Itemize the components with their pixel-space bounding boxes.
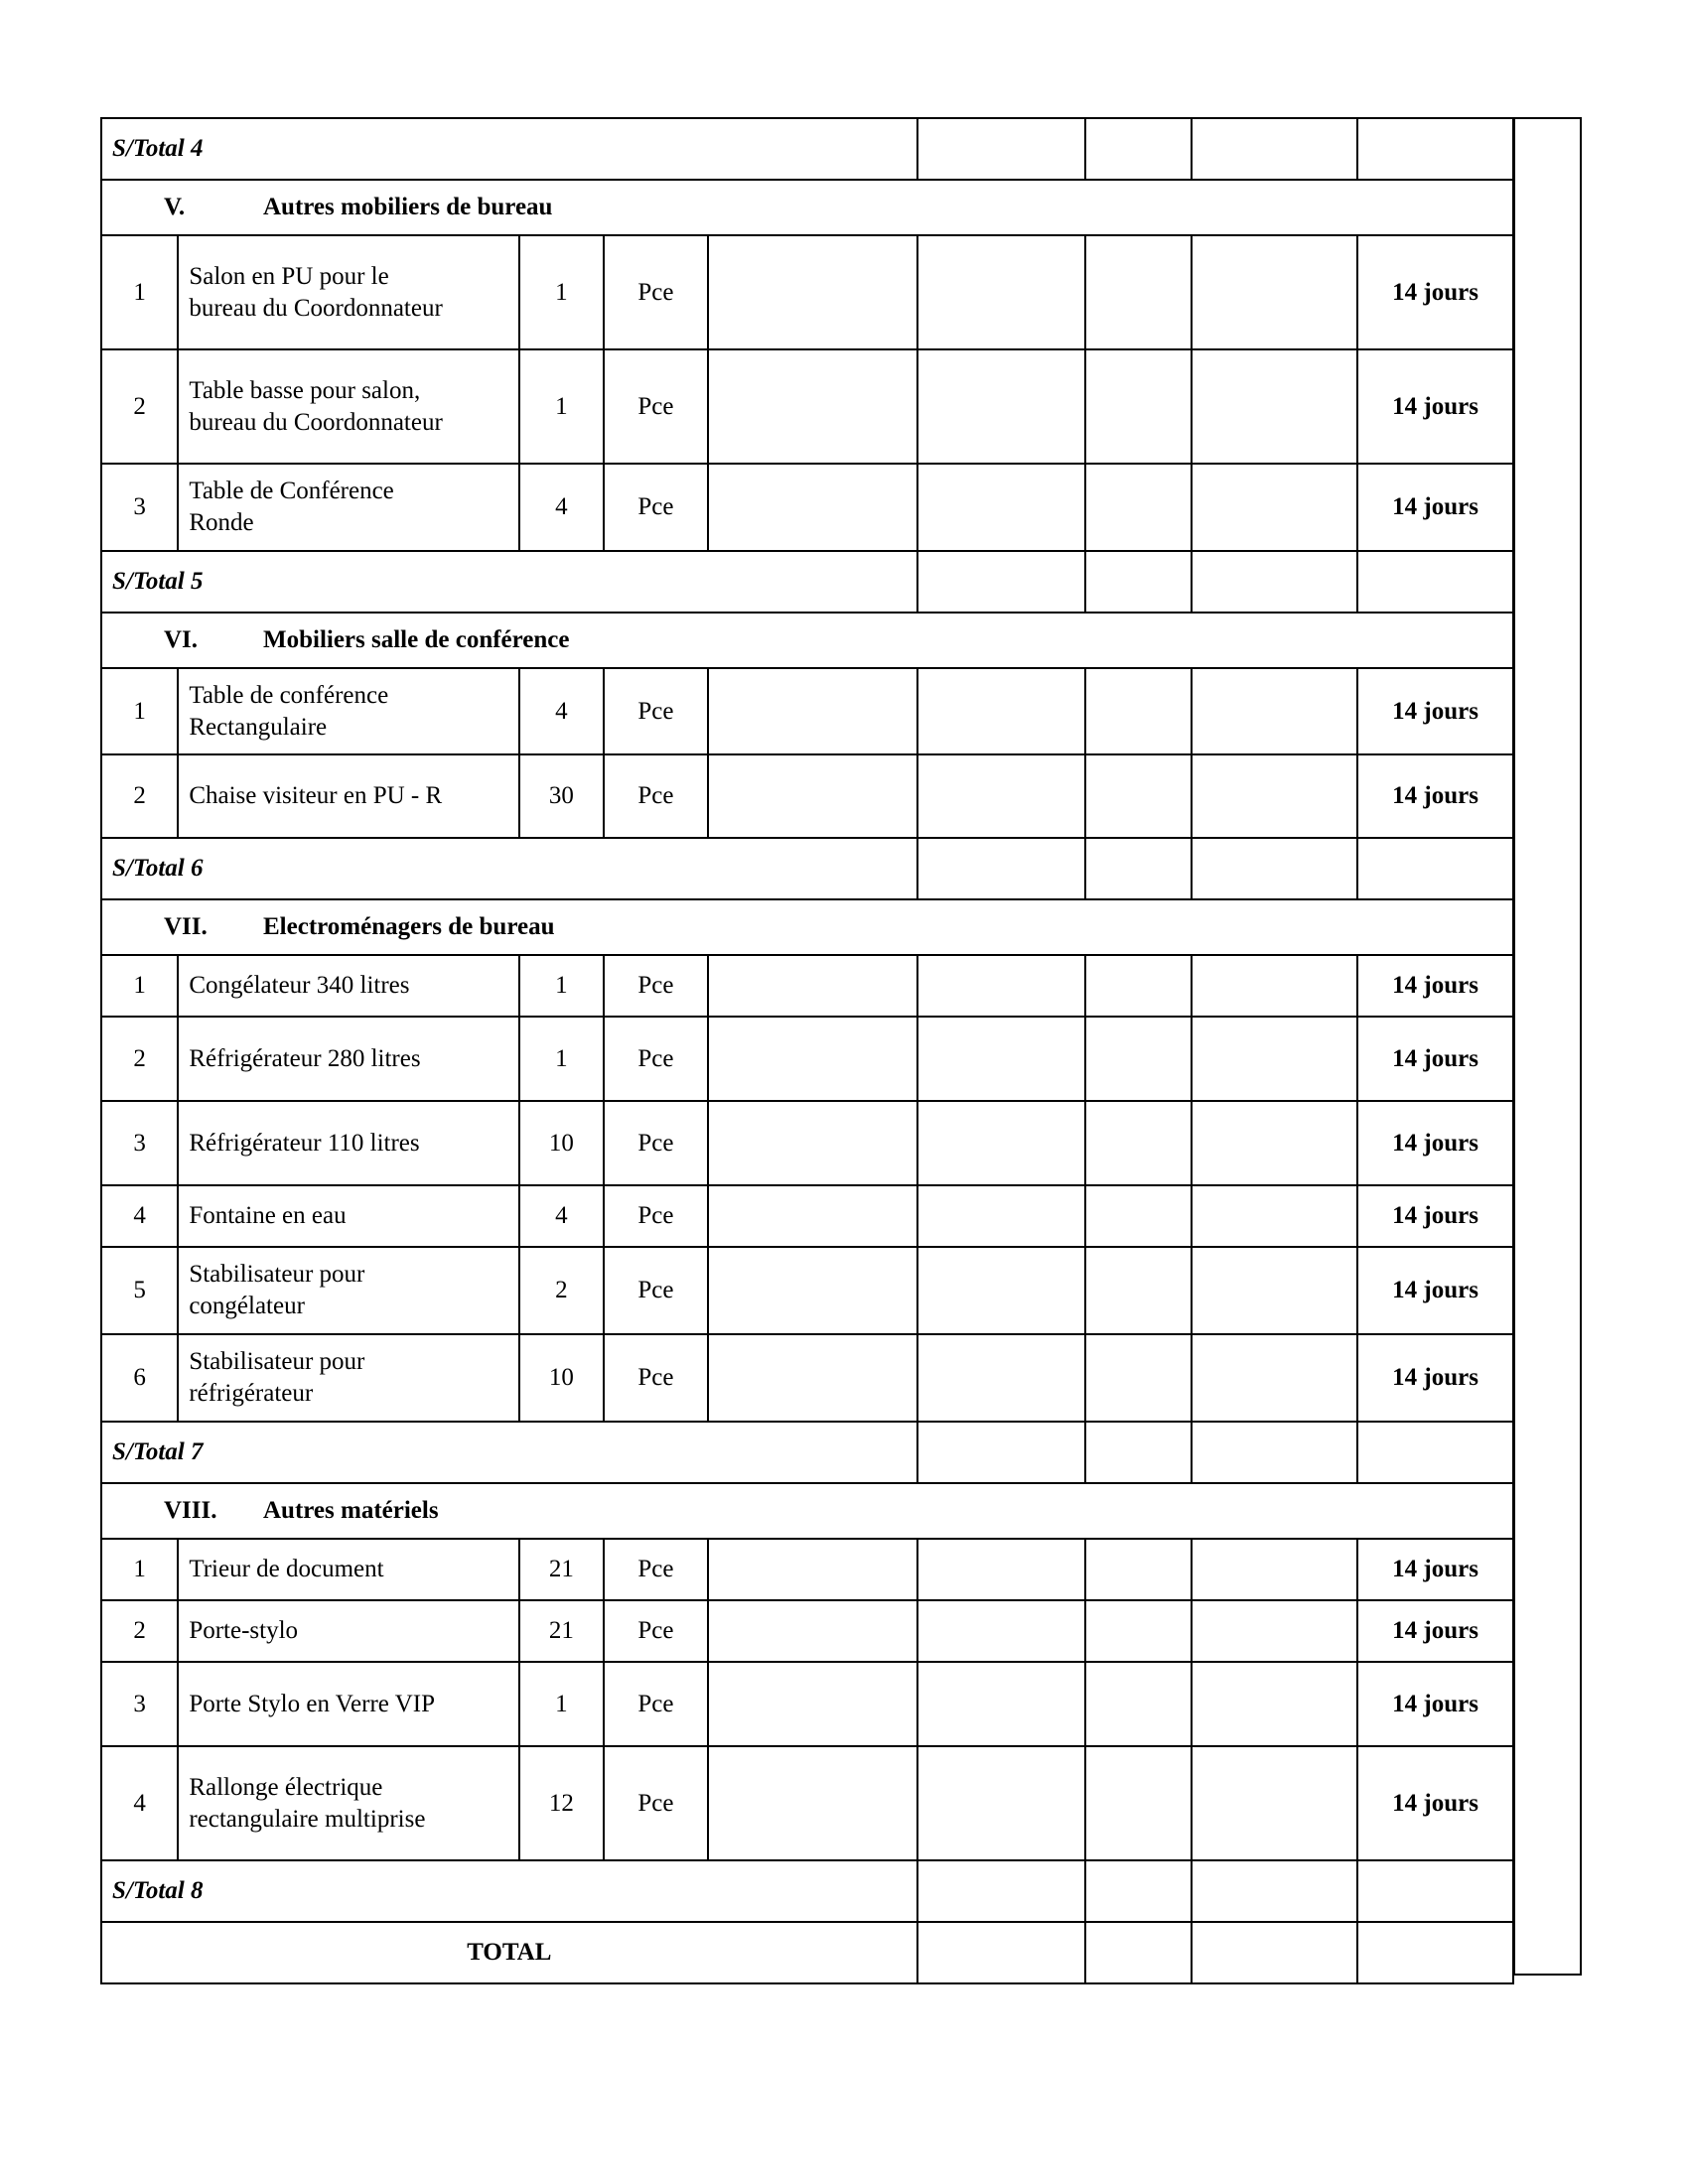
subtotal-label: S/Total 4 bbox=[101, 118, 917, 180]
amount-cell bbox=[1085, 955, 1191, 1017]
amount-cell bbox=[1192, 838, 1358, 899]
delivery-delay: 14 jours bbox=[1357, 1600, 1513, 1662]
amount-cell bbox=[1085, 1422, 1191, 1483]
item-description bbox=[178, 235, 519, 349]
amount-cell bbox=[917, 464, 1086, 551]
amount-cell bbox=[1192, 1662, 1358, 1746]
amount-cell bbox=[1357, 551, 1513, 613]
section-number: VII. bbox=[164, 913, 208, 940]
amount-cell bbox=[1085, 551, 1191, 613]
description-line: Congélateur 340 litres bbox=[189, 972, 410, 999]
amount-cell bbox=[1192, 1746, 1358, 1860]
amount-cell bbox=[1192, 349, 1358, 464]
description-line: Chaise visiteur en PU - R bbox=[189, 782, 443, 809]
item-number: 2 bbox=[101, 1600, 178, 1662]
section-heading bbox=[101, 899, 1513, 955]
item-description bbox=[178, 1662, 519, 1746]
description-line: Fontaine en eau bbox=[189, 1202, 347, 1229]
description-line: Table basse pour salon, bbox=[189, 376, 421, 404]
table-row bbox=[101, 1600, 1513, 1662]
unit-price-cell bbox=[708, 1600, 917, 1662]
delivery-delay: 14 jours bbox=[1357, 1017, 1513, 1101]
unit-price-cell bbox=[708, 1185, 917, 1247]
item-number: 3 bbox=[101, 1101, 178, 1185]
amount-cell bbox=[1085, 1247, 1191, 1334]
table-row bbox=[101, 668, 1513, 754]
delivery-delay: 14 jours bbox=[1357, 1247, 1513, 1334]
item-description bbox=[178, 1185, 519, 1247]
item-unit: Pce bbox=[604, 754, 708, 838]
unit-price-cell bbox=[708, 1539, 917, 1600]
amount-cell bbox=[1192, 1600, 1358, 1662]
section-header-row bbox=[101, 899, 1513, 955]
description-line: Rectangulaire bbox=[189, 713, 328, 741]
section-header-row bbox=[101, 613, 1513, 668]
item-number: 4 bbox=[101, 1185, 178, 1247]
description-line: Réfrigérateur 110 litres bbox=[189, 1129, 420, 1157]
description-line: Table de conférence bbox=[189, 681, 389, 709]
description-line: Ronde bbox=[189, 509, 254, 536]
amount-cell bbox=[1192, 464, 1358, 551]
item-unit: Pce bbox=[604, 1662, 708, 1746]
item-unit: Pce bbox=[604, 1101, 708, 1185]
amount-cell bbox=[1192, 235, 1358, 349]
item-quantity: 10 bbox=[519, 1101, 604, 1185]
amount-cell bbox=[917, 754, 1086, 838]
description-line: Rallonge électrique bbox=[189, 1773, 383, 1801]
item-unit: Pce bbox=[604, 1185, 708, 1247]
item-unit: Pce bbox=[604, 1017, 708, 1101]
amount-cell bbox=[1192, 118, 1358, 180]
table-row bbox=[101, 1247, 1513, 1334]
description-line: Porte-stylo bbox=[189, 1617, 299, 1644]
document-page bbox=[100, 117, 1584, 1976]
table-row bbox=[101, 464, 1513, 551]
section-number: V. bbox=[164, 194, 186, 220]
amount-cell bbox=[1085, 754, 1191, 838]
description-line: Trieur de document bbox=[189, 1556, 384, 1582]
item-unit: Pce bbox=[604, 1247, 708, 1334]
section-number: VIII. bbox=[164, 1497, 217, 1524]
amount-cell bbox=[1085, 235, 1191, 349]
amount-cell bbox=[1192, 551, 1358, 613]
item-quantity: 1 bbox=[519, 1017, 604, 1101]
item-quantity: 1 bbox=[519, 1662, 604, 1746]
amount-cell bbox=[1192, 1539, 1358, 1600]
item-unit: Pce bbox=[604, 1539, 708, 1600]
amount-cell bbox=[1085, 1922, 1191, 1983]
delivery-delay: 14 jours bbox=[1357, 349, 1513, 464]
subtotal-row bbox=[101, 118, 1513, 180]
delivery-delay: 14 jours bbox=[1357, 955, 1513, 1017]
amount-cell bbox=[1192, 1422, 1358, 1483]
item-unit: Pce bbox=[604, 235, 708, 349]
subtotal-row bbox=[101, 838, 1513, 899]
subtotal-label: S/Total 8 bbox=[101, 1860, 917, 1922]
item-unit: Pce bbox=[604, 955, 708, 1017]
amount-cell bbox=[1085, 118, 1191, 180]
item-unit: Pce bbox=[604, 349, 708, 464]
unit-price-cell bbox=[708, 1101, 917, 1185]
item-quantity: 1 bbox=[519, 235, 604, 349]
item-unit: Pce bbox=[604, 464, 708, 551]
amount-cell bbox=[917, 1185, 1086, 1247]
description-line: Salon en PU pour le bbox=[189, 262, 389, 290]
item-quantity: 21 bbox=[519, 1600, 604, 1662]
item-description bbox=[178, 1334, 519, 1422]
unit-price-cell bbox=[708, 349, 917, 464]
table-row bbox=[101, 1539, 1513, 1600]
amount-cell bbox=[917, 1662, 1086, 1746]
item-number: 3 bbox=[101, 464, 178, 551]
table-row bbox=[101, 1334, 1513, 1422]
item-unit: Pce bbox=[604, 1746, 708, 1860]
amount-cell bbox=[1357, 1922, 1513, 1983]
amount-cell bbox=[1085, 668, 1191, 754]
item-description bbox=[178, 1101, 519, 1185]
section-heading bbox=[101, 613, 1513, 668]
item-quantity: 4 bbox=[519, 1185, 604, 1247]
amount-cell bbox=[917, 1860, 1086, 1922]
description-line: Réfrigérateur 280 litres bbox=[189, 1044, 421, 1072]
section-title: Electroménagers de bureau bbox=[263, 913, 555, 940]
table-row bbox=[101, 349, 1513, 464]
description-line: Stabilisateur pour bbox=[189, 1348, 365, 1375]
item-number: 1 bbox=[101, 955, 178, 1017]
subtotal-label: S/Total 7 bbox=[101, 1422, 917, 1483]
amount-cell bbox=[1357, 838, 1513, 899]
delivery-delay: 14 jours bbox=[1357, 1334, 1513, 1422]
item-number: 1 bbox=[101, 235, 178, 349]
item-number: 2 bbox=[101, 1017, 178, 1101]
table-row bbox=[101, 235, 1513, 349]
table-row bbox=[101, 955, 1513, 1017]
total-row bbox=[101, 1922, 1513, 1983]
amount-cell bbox=[917, 1600, 1086, 1662]
table-row bbox=[101, 754, 1513, 838]
subtotal-label: S/Total 6 bbox=[101, 838, 917, 899]
table-row bbox=[101, 1662, 1513, 1746]
section-title: Mobiliers salle de conférence bbox=[263, 626, 570, 653]
amount-cell bbox=[917, 1334, 1086, 1422]
amount-cell bbox=[1085, 1101, 1191, 1185]
description-line: bureau du Coordonnateur bbox=[189, 294, 443, 322]
item-number: 2 bbox=[101, 754, 178, 838]
item-number: 1 bbox=[101, 668, 178, 754]
section-number: VI. bbox=[164, 626, 199, 653]
amount-cell bbox=[1357, 1860, 1513, 1922]
section-title: Autres matériels bbox=[263, 1497, 439, 1524]
amount-cell bbox=[1085, 1746, 1191, 1860]
item-quantity: 4 bbox=[519, 668, 604, 754]
amount-cell bbox=[917, 118, 1086, 180]
unit-price-cell bbox=[708, 235, 917, 349]
item-description bbox=[178, 668, 519, 754]
items-table bbox=[100, 117, 1514, 1984]
amount-cell bbox=[1085, 1860, 1191, 1922]
amount-cell bbox=[917, 235, 1086, 349]
subtotal-row bbox=[101, 1860, 1513, 1922]
delivery-delay: 14 jours bbox=[1357, 1101, 1513, 1185]
unit-price-cell bbox=[708, 1247, 917, 1334]
amount-cell bbox=[1192, 955, 1358, 1017]
delivery-delay: 14 jours bbox=[1357, 235, 1513, 349]
amount-cell bbox=[1085, 464, 1191, 551]
item-unit: Pce bbox=[604, 1334, 708, 1422]
amount-cell bbox=[1357, 118, 1513, 180]
amount-cell bbox=[1192, 1017, 1358, 1101]
item-description bbox=[178, 1539, 519, 1600]
amount-cell bbox=[917, 1539, 1086, 1600]
amount-cell bbox=[917, 551, 1086, 613]
delivery-delay: 14 jours bbox=[1357, 754, 1513, 838]
unit-price-cell bbox=[708, 955, 917, 1017]
section-header-row bbox=[101, 1483, 1513, 1539]
item-description bbox=[178, 1247, 519, 1334]
item-quantity: 1 bbox=[519, 955, 604, 1017]
amount-cell bbox=[1085, 1334, 1191, 1422]
item-number: 1 bbox=[101, 1539, 178, 1600]
table-row bbox=[101, 1101, 1513, 1185]
item-description bbox=[178, 1746, 519, 1860]
right-margin-column bbox=[1512, 117, 1582, 1976]
description-line: congélateur bbox=[189, 1293, 305, 1319]
amount-cell bbox=[1192, 754, 1358, 838]
delivery-delay: 14 jours bbox=[1357, 1746, 1513, 1860]
amount-cell bbox=[1192, 668, 1358, 754]
item-number: 6 bbox=[101, 1334, 178, 1422]
amount-cell bbox=[917, 1746, 1086, 1860]
amount-cell bbox=[917, 1422, 1086, 1483]
item-quantity: 12 bbox=[519, 1746, 604, 1860]
item-number: 2 bbox=[101, 349, 178, 464]
amount-cell bbox=[1085, 838, 1191, 899]
unit-price-cell bbox=[708, 754, 917, 838]
item-quantity: 1 bbox=[519, 349, 604, 464]
amount-cell bbox=[1192, 1860, 1358, 1922]
amount-cell bbox=[917, 1247, 1086, 1334]
unit-price-cell bbox=[708, 464, 917, 551]
subtotal-row bbox=[101, 551, 1513, 613]
description-line: rectangulaire multiprise bbox=[189, 1805, 426, 1833]
unit-price-cell bbox=[708, 1334, 917, 1422]
item-quantity: 21 bbox=[519, 1539, 604, 1600]
item-unit: Pce bbox=[604, 668, 708, 754]
unit-price-cell bbox=[708, 1017, 917, 1101]
table-row bbox=[101, 1017, 1513, 1101]
amount-cell bbox=[917, 1101, 1086, 1185]
amount-cell bbox=[917, 1017, 1086, 1101]
subtotal-row bbox=[101, 1422, 1513, 1483]
item-description bbox=[178, 1600, 519, 1662]
amount-cell bbox=[917, 955, 1086, 1017]
item-description bbox=[178, 955, 519, 1017]
item-quantity: 10 bbox=[519, 1334, 604, 1422]
delivery-delay: 14 jours bbox=[1357, 1539, 1513, 1600]
amount-cell bbox=[917, 349, 1086, 464]
section-header-row bbox=[101, 180, 1513, 235]
item-quantity: 2 bbox=[519, 1247, 604, 1334]
item-number: 5 bbox=[101, 1247, 178, 1334]
amount-cell bbox=[1357, 1422, 1513, 1483]
amount-cell bbox=[1192, 1247, 1358, 1334]
item-number: 4 bbox=[101, 1746, 178, 1860]
subtotal-label: S/Total 5 bbox=[101, 551, 917, 613]
amount-cell bbox=[917, 668, 1086, 754]
amount-cell bbox=[1085, 1662, 1191, 1746]
amount-cell bbox=[1192, 1101, 1358, 1185]
section-heading bbox=[101, 180, 1513, 235]
total-label: TOTAL bbox=[101, 1922, 917, 1983]
description-line: Stabilisateur pour bbox=[189, 1261, 365, 1288]
amount-cell bbox=[1085, 1185, 1191, 1247]
unit-price-cell bbox=[708, 1662, 917, 1746]
item-number: 3 bbox=[101, 1662, 178, 1746]
unit-price-cell bbox=[708, 1746, 917, 1860]
item-quantity: 4 bbox=[519, 464, 604, 551]
description-line: Porte Stylo en Verre VIP bbox=[189, 1690, 435, 1717]
delivery-delay: 14 jours bbox=[1357, 464, 1513, 551]
section-title: Autres mobiliers de bureau bbox=[263, 194, 553, 220]
amount-cell bbox=[1085, 1600, 1191, 1662]
amount-cell bbox=[1085, 1017, 1191, 1101]
delivery-delay: 14 jours bbox=[1357, 1662, 1513, 1746]
description-line: Table de Conférence bbox=[189, 478, 394, 504]
amount-cell bbox=[1192, 1185, 1358, 1247]
amount-cell bbox=[917, 838, 1086, 899]
delivery-delay: 14 jours bbox=[1357, 1185, 1513, 1247]
amount-cell bbox=[1085, 1539, 1191, 1600]
section-heading bbox=[101, 1483, 1513, 1539]
description-line: réfrigérateur bbox=[189, 1380, 314, 1407]
table-row bbox=[101, 1185, 1513, 1247]
unit-price-cell bbox=[708, 668, 917, 754]
amount-cell bbox=[1192, 1334, 1358, 1422]
item-description bbox=[178, 464, 519, 551]
description-line: bureau du Coordonnateur bbox=[189, 408, 443, 436]
item-description bbox=[178, 754, 519, 838]
item-description bbox=[178, 349, 519, 464]
amount-cell bbox=[1085, 349, 1191, 464]
item-quantity: 30 bbox=[519, 754, 604, 838]
item-unit: Pce bbox=[604, 1600, 708, 1662]
amount-cell bbox=[917, 1922, 1086, 1983]
table-row bbox=[101, 1746, 1513, 1860]
delivery-delay: 14 jours bbox=[1357, 668, 1513, 754]
table-body bbox=[101, 118, 1513, 1983]
amount-cell bbox=[1192, 1922, 1358, 1983]
item-description bbox=[178, 1017, 519, 1101]
